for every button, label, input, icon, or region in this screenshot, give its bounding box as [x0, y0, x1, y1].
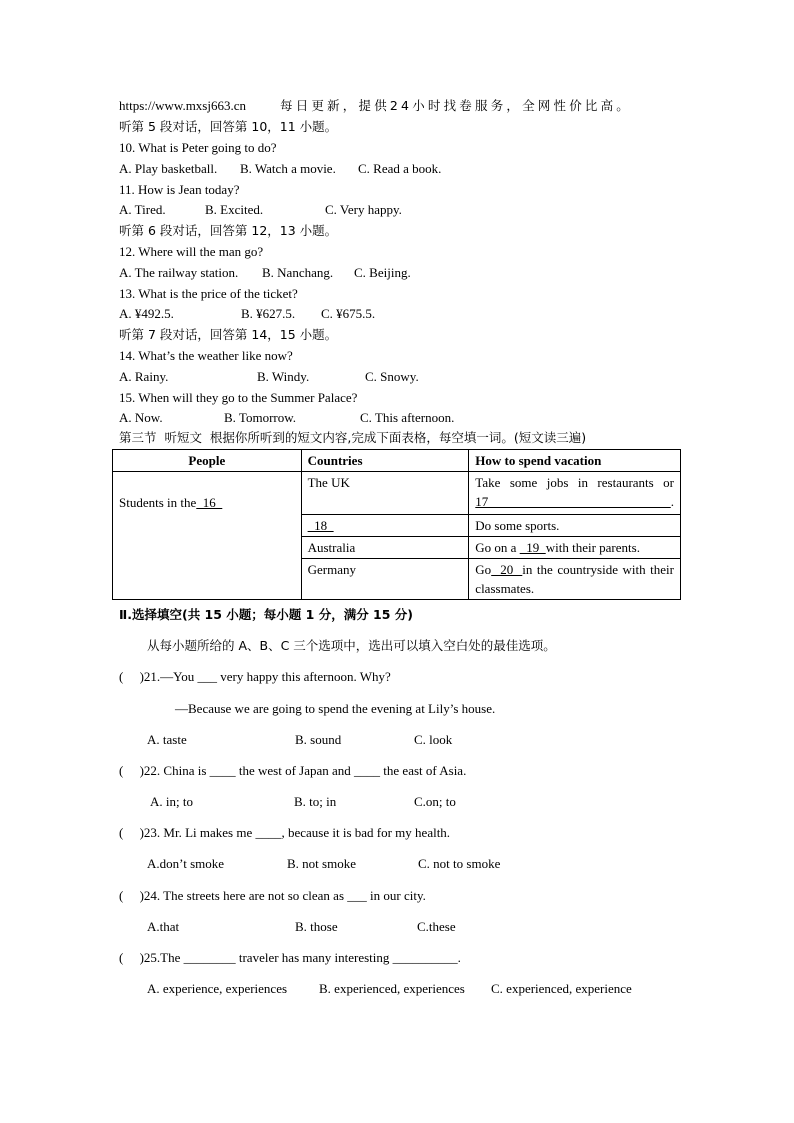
q25-option-b[interactable]: B. experienced, experiences — [319, 981, 465, 996]
q11-option-a[interactable]: A. Tired. — [119, 202, 166, 217]
country-cell — [301, 537, 469, 559]
table-header-row — [113, 450, 681, 472]
dialog-5-instruction: 听第 5 段对话，回答第 10，11 小题。 — [119, 119, 338, 134]
country-cell — [301, 559, 469, 600]
dialog-6-instruction: 听第 6 段对话，回答第 12，13 小题。 — [119, 223, 338, 238]
question-15: 15. When will they go to the Summer Palace? — [119, 390, 358, 405]
activity-end: . — [670, 494, 674, 509]
q22-option-c[interactable]: C.on; to — [414, 794, 456, 809]
q10-option-a[interactable]: A. Play basketball. — [119, 161, 218, 176]
header-countries: Countries — [301, 450, 469, 472]
question-11: 11. How is Jean today? — [119, 182, 240, 197]
table-row — [113, 472, 681, 515]
blank-20[interactable]: 20 — [491, 562, 523, 577]
country-name: Germany — [307, 562, 356, 577]
q21-option-b[interactable]: B. sound — [295, 732, 342, 747]
activity-text: Go on a — [475, 540, 520, 555]
people-cell — [113, 472, 302, 600]
q13-option-c[interactable]: C. ¥675.5. — [321, 306, 376, 321]
q24-option-a[interactable]: A.that — [147, 919, 180, 934]
q12-option-a[interactable]: A. The railway station. — [119, 265, 239, 280]
section-2-instruction: 从每小题所给的 A、B、C 三个选项中，选出可以填入空白处的最佳选项。 — [147, 638, 556, 653]
q22-option-a[interactable]: A. in; to — [150, 794, 193, 809]
q23-option-c[interactable]: C. not to smoke — [418, 856, 501, 871]
q21-option-c[interactable]: C. look — [414, 732, 453, 747]
country-name: The UK — [307, 475, 350, 490]
header-note: 每日更新，提供24小时找卷服务，全网性价比高。 — [280, 98, 633, 113]
activity-text: Go — [475, 562, 492, 577]
q23-option-b[interactable]: B. not smoke — [287, 856, 356, 871]
q13-option-a[interactable]: A. ¥492.5. — [119, 306, 174, 321]
country-cell — [301, 472, 469, 515]
vacation-table — [112, 449, 681, 600]
activity-text: Take some jobs in restaurants or — [475, 475, 674, 490]
q25-option-c[interactable]: C. experienced, experience — [491, 981, 632, 996]
activity-end: in the countryside with their classmates. — [475, 562, 674, 596]
q21-option-a[interactable]: A. taste — [147, 732, 187, 747]
section-3-title: 第三节 听短文 根据你所听到的短文内容,完成下面表格，每空填一词。(短文读三遍) — [119, 430, 587, 445]
q13-option-b[interactable]: B. ¥627.5. — [241, 306, 296, 321]
header-url[interactable]: https://www.mxsj663.cn — [119, 98, 246, 113]
q11-option-b[interactable]: B. Excited. — [205, 202, 264, 217]
q11-option-c[interactable]: C. Very happy. — [325, 202, 402, 217]
q24-option-c[interactable]: C.these — [417, 919, 456, 934]
blank-19[interactable]: 19 — [519, 540, 546, 555]
q14-option-a[interactable]: A. Rainy. — [119, 369, 169, 384]
q14-option-c[interactable]: C. Snowy. — [365, 369, 419, 384]
header-vacation: How to spend vacation — [469, 450, 681, 472]
question-25: ( )25.The ________ traveler has many interesting __________. — [119, 950, 461, 965]
activity-cell — [469, 472, 681, 515]
header-people: People — [113, 450, 302, 472]
country-cell — [301, 515, 469, 537]
q12-option-c[interactable]: C. Beijing. — [354, 265, 411, 280]
country-name: Australia — [307, 540, 356, 555]
q24-option-b[interactable]: B. those — [295, 919, 338, 934]
question-14: 14. What’s the weather like now? — [119, 348, 293, 363]
question-13: 13. What is the price of the ticket? — [119, 286, 298, 301]
activity-end: with their parents. — [545, 540, 640, 555]
question-24: ( )24. The streets here are not so clean as ___ in our city. — [119, 888, 426, 903]
q15-option-b[interactable]: B. Tomorrow. — [224, 410, 297, 425]
q12-option-b[interactable]: B. Nanchang. — [262, 265, 334, 280]
q15-option-a[interactable]: A. Now. — [119, 410, 163, 425]
q10-option-c[interactable]: C. Read a book. — [358, 161, 442, 176]
activity-text: Do some sports. — [475, 518, 560, 533]
blank-17[interactable]: 17 — [475, 494, 671, 509]
q23-option-a[interactable]: A.don’t smoke — [147, 856, 225, 871]
activity-cell — [469, 515, 681, 537]
activity-cell — [469, 537, 681, 559]
q22-option-b[interactable]: B. to; in — [294, 794, 337, 809]
question-10: 10. What is Peter going to do? — [119, 140, 277, 155]
question-23: ( )23. Mr. Li makes me ____, because it is bad for my health. — [119, 825, 451, 840]
section-2-title: Ⅱ.选择填空(共 15 小题；每小题 1 分，满分 15 分) — [119, 607, 414, 622]
q14-option-b[interactable]: B. Windy. — [257, 369, 310, 384]
q10-option-b[interactable]: B. Watch a movie. — [240, 161, 336, 176]
question-12: 12. Where will the man go? — [119, 244, 264, 259]
question-21: ( )21.—You ___ very happy this afternoon. Why? — [119, 669, 391, 684]
blank-16[interactable]: 16 — [196, 495, 223, 510]
people-prefix: Students in the — [119, 495, 197, 510]
activity-cell — [469, 559, 681, 600]
blank-18[interactable]: 18 — [307, 518, 334, 533]
dialog-7-instruction: 听第 7 段对话，回答第 14，15 小题。 — [119, 327, 338, 342]
question-22: ( )22. China is ____ the west of Japan and ____ the east of Asia. — [119, 763, 467, 778]
q25-option-a[interactable]: A. experience, experiences — [147, 981, 288, 996]
q15-option-c[interactable]: C. This afternoon. — [360, 410, 455, 425]
question-21-reply: —Because we are going to spend the evening at Lily’s house. — [175, 701, 496, 716]
